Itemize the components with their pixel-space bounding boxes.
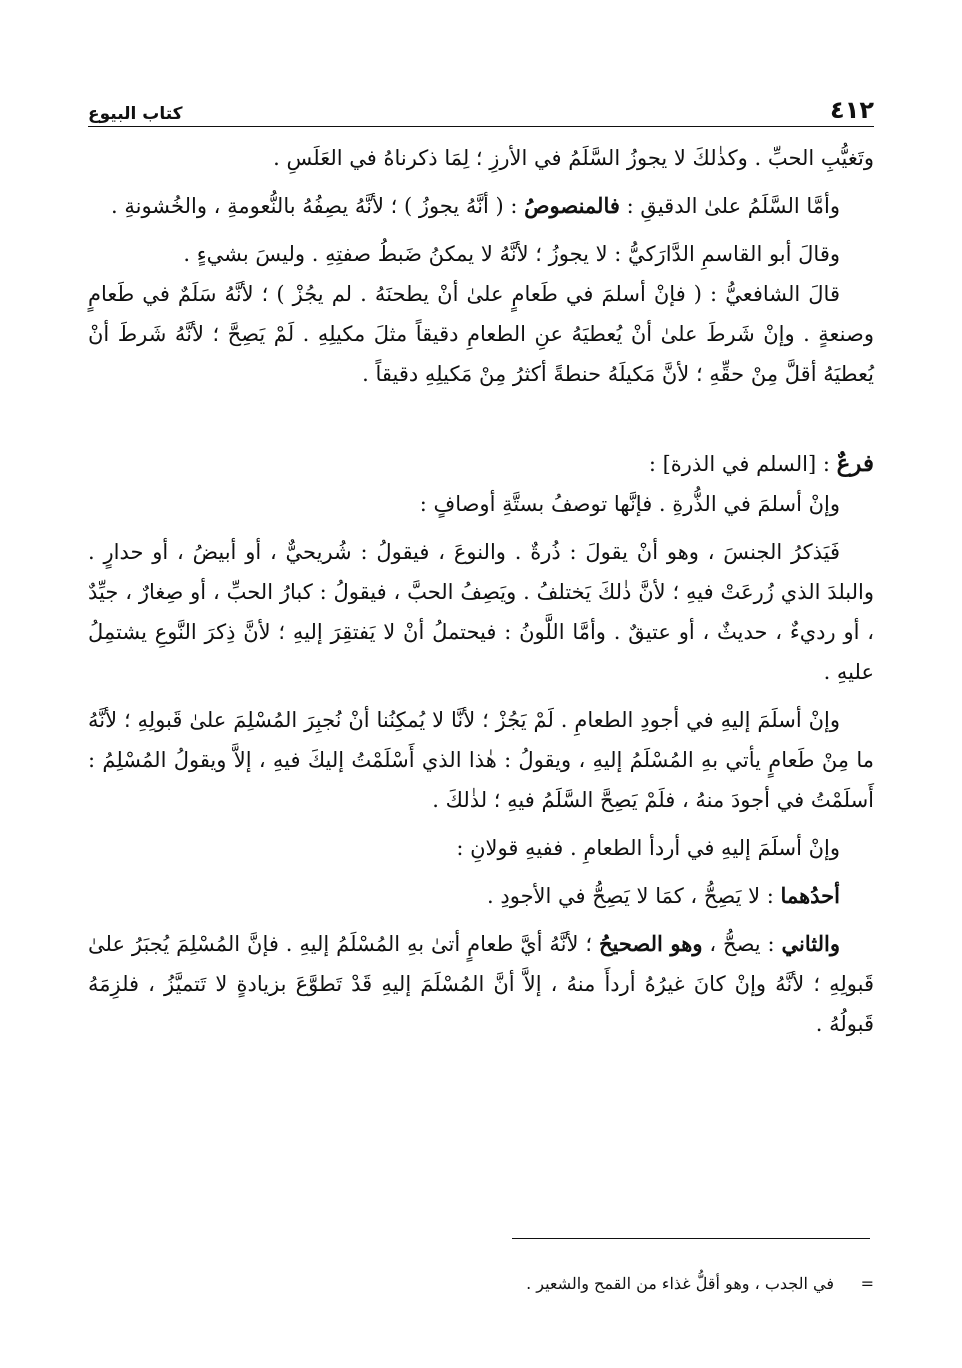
paragraph-9-text: : لا يَصِحُّ ، كمَا لا يَصِحُّ في الأجودِ .	[487, 884, 781, 908]
paragraph-9	[88, 876, 874, 916]
paragraph-4: قالَ الشافعيُّ : ( فإنْ أسلمَ في طَعامٍ علىٰ أنْ يطحنَهُ . لم يجُزْ ) ؛ لأنَّهُ سَلَمٌ في طَعامٍ وصنعةٍ . وإنْ شَرطَ علىٰ أنْ يُعطيَهُ عنِ الطعامِ دقيقاً مثلَ مكيلِهِ . لَمْ يَصِحَّ ؛ لأنَّهُ شَرطَ أنْ يُعطيَهُ أقلَّ مِنْ حقِّهِ ؛ لأنَّ مَكيلَهُ حنطةً أكثرُ مِنْ مَكيلِهِ دقيقاً .	[88, 282, 874, 386]
paragraph-2-part-c: : ( أنَّهُ يجوزُ ) ؛ لأنَّهُ يصِفُهُ بالنُّعومةِ ، والخُشونةِ .	[111, 194, 525, 218]
paragraph-10	[88, 924, 874, 1044]
header-rule	[88, 126, 874, 127]
paragraph-3: وقالَ أبو القاسمِ الدَّارَكيُّ : لا يجوزُ ؛ لأنَّهُ لا يمكنُ ضَبطُ صفتِهِ . وليسَ بشيءٍ .	[183, 242, 840, 266]
page-number: ٤١٢	[830, 96, 874, 124]
paragraph-6: فَيَذكرُ الجنسَ ، وهو أنْ يقولَ : ذُرةٌ . والنوعَ ، فيقولُ : شُريحيٌّ ، أو أبيضُ ، أو حدارٍ . والبلدَ الذي زُرعَتْ فيهِ ؛ لأنَّ ذٰلكَ يَختلفُ . ويَصِفُ الحبَّ ، فيقولُ : كبارُ الحبِّ ، أو صِغارٌ ، جيِّدٌ ، أو رديءٌ ، حديثٌ ، أو عتيقٌ . وأمَّا اللَّونُ : فيحتملُ أنْ لا يَفتقِرَ إليهِ ؛ لأنَّ ذِكرَ النَّوعِ يشتمِلُ عليهِ .	[88, 540, 874, 684]
section-heading	[88, 444, 874, 484]
paragraph-10-bold-a: والثاني	[781, 931, 840, 956]
paragraph-10-text-b: : يصحُّ ،	[702, 932, 782, 956]
footnote-marker: =	[860, 1274, 874, 1293]
paragraph-10-text-d: ؛ لأنَّهُ أيَّ طعامٍ أتىٰ بهِ المُسْلَمُ إليهِ . فإنَّ المُسْلِمَ يُجبَرُ علىٰ قَبولِهِ ؛ لأنَّهُ وإنْ كانَ غيرُهُ أردأَ منهُ ، إلاَّ أنَّ المُسْلَمَ إليهِ قَدْ تَطوَّعَ بزيادةٍ لا تَتميَّزُ ، فلزِمَهُ قَبولُهُ .	[88, 932, 874, 1036]
section-title: : [السلم في الذرة] :	[648, 452, 837, 476]
paragraph-5: وإنْ أسلمَ في الذُّرةِ . فإنَّها توصفُ بستَّةِ أوصافٍ :	[419, 492, 840, 516]
paragraph-2-part-a: وأمَّا السَّلَمُ علىٰ الدقيقِ :	[619, 194, 840, 218]
footnote	[88, 1270, 874, 1298]
section-label: فرعٌ	[836, 450, 874, 477]
paragraph-8: وإنْ أسلَمَ إليهِ في أردأ الطعامِ . ففيهِ قولانِ :	[456, 836, 840, 860]
paragraph-2	[88, 186, 874, 226]
paragraph-7: وإنْ أسلَمَ إليهِ في أجودِ الطعامِ . لَمْ يَجُزْ ؛ لأنَّا لا يُمكِنُنا أنْ نُجبِرَ المُسْلِمَ علىٰ قَبولِهِ ؛ لأنَّهُ ما مِنْ طَعامٍ يأتي بهِ المُسْلَمُ إليهِ ، ويقولُ : هٰذا الذي أَسْلَمْتُ إليكَ فيهِ ، إلاَّ ويقولُ المُسْلِمُ : أَسلَمْتُ في أجودَ منهُ ، فلَمْ يَصِحَّ السَّلَمُ فيهِ ؛ لذٰلكَ .	[88, 708, 874, 812]
footnote-text: في الجدب ، وهو أقلُّ غذاء من القمح والشعير .	[526, 1274, 834, 1293]
footnote-rule	[512, 1238, 870, 1239]
paragraph-9-bold: أحدُهما	[780, 883, 840, 908]
main-text	[88, 138, 874, 1044]
paragraph-2-bold: فالمنصوصُ	[524, 193, 620, 218]
paragraph-1: وتَغيُّبِ الحبِّ . وكذٰلكَ لا يجوزُ السَّلَمُ في الأرزِ ؛ لِمَا ذكرناهُ في العَلَسِ .	[273, 146, 874, 170]
book-title: كتاب البيوع	[88, 104, 183, 124]
paragraph-10-bold-c: وهو الصحيحُ	[598, 931, 703, 956]
running-header	[88, 90, 874, 124]
